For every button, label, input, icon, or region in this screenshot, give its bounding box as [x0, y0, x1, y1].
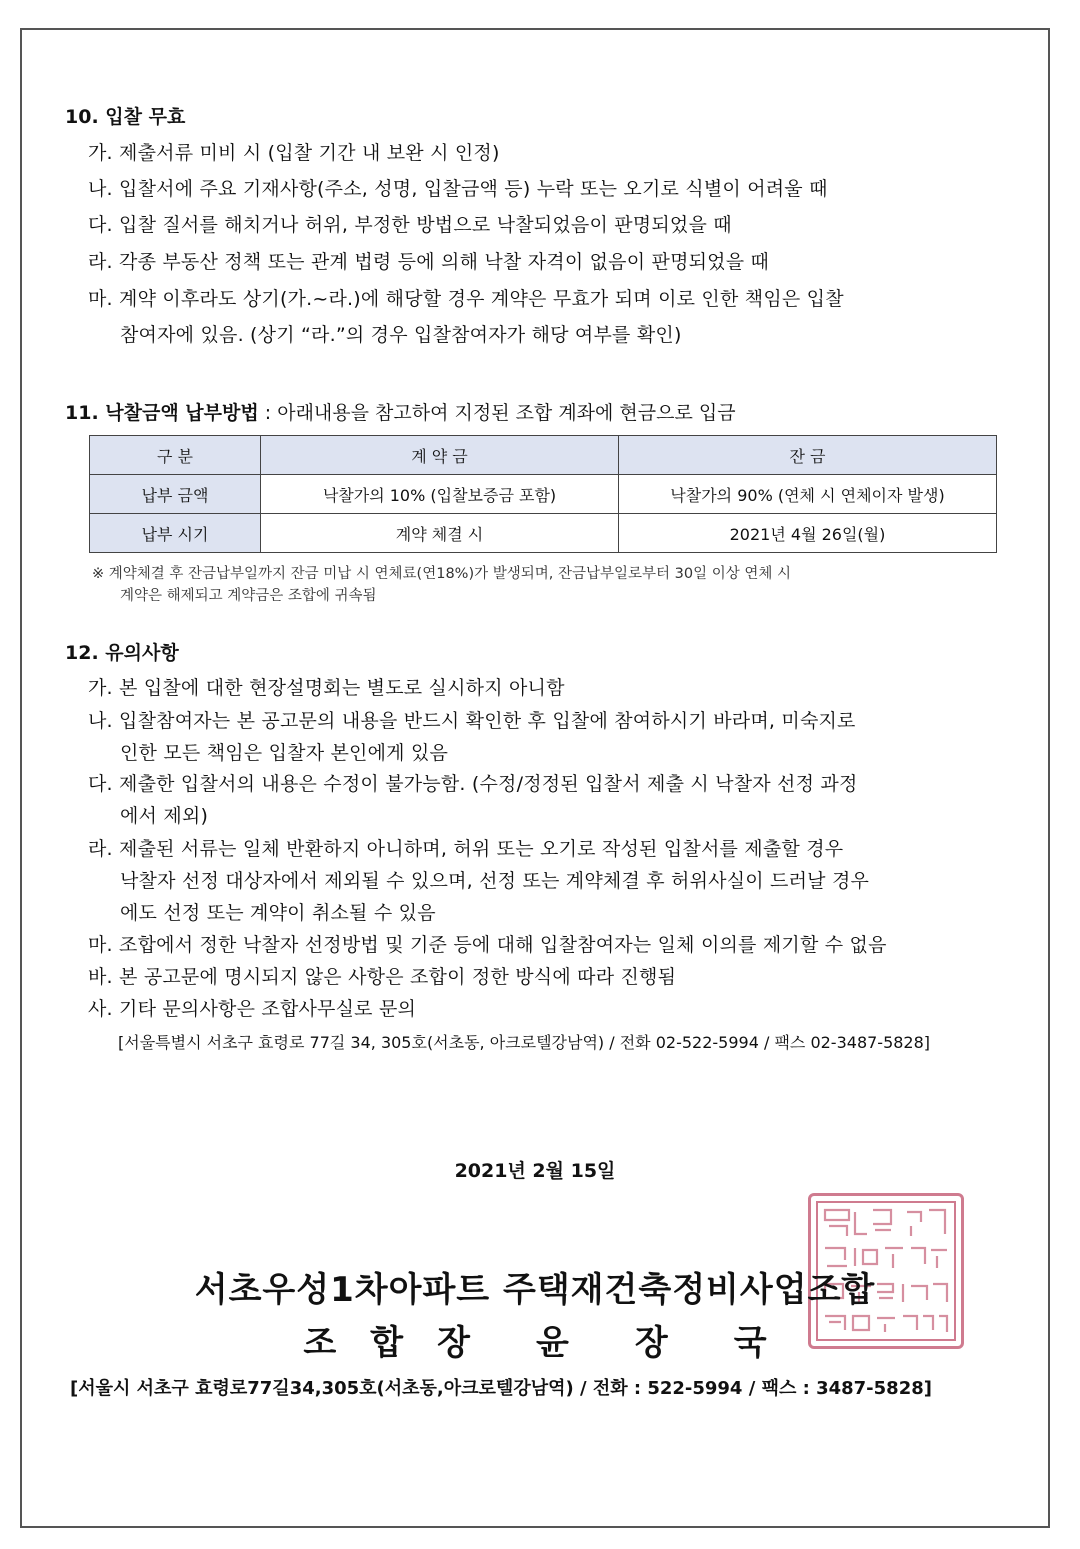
table-cell: 납부 시기 — [90, 514, 261, 553]
section-12-item-na-cont: 인한 모든 책임은 입찰자 본인에게 있음 — [120, 742, 449, 764]
payment-table-header: 잔 금 — [619, 436, 997, 475]
section-12-title: 12. 유의사항 — [65, 642, 179, 664]
table-cell: 낙찰가의 90% (연체 시 연체이자 발생) — [619, 475, 997, 514]
section-12-item-ra-cont: 낙찰자 선정 대상자에서 제외될 수 있으며, 선정 또는 계약체결 후 허위사실이 드러날 경우 — [120, 870, 870, 892]
section-11-heading: 11. 낙찰금액 납부방법 — [65, 402, 259, 424]
section-12-item-sa: 사. 기타 문의사항은 조합사무실로 문의 — [88, 998, 417, 1020]
table-row — [90, 514, 997, 553]
section-12-item-ma: 마. 조합에서 정한 낙찰자 선정방법 및 기준 등에 대해 입찰참여자는 일체 이의를 제기할 수 없음 — [88, 934, 887, 956]
footer-contact: [서울시 서초구 효령로77길34,305호(서초동,아크로텔강남역) / 전화 : 522-5994 / 팩스 : 3487-5828] — [70, 1378, 932, 1399]
section-12-item-ra: 라. 제출된 서류는 일체 반환하지 아니하며, 허위 또는 오기로 작성된 입찰서를 제출할 경우 — [88, 838, 844, 860]
table-row — [90, 475, 997, 514]
section-12-item-ga: 가. 본 입찰에 대한 현장설명회는 별도로 실시하지 아니함 — [88, 677, 565, 699]
section-10-item-ma: 마. 계약 이후라도 상기(가.~라.)에 해당할 경우 계약은 무효가 되며 이로 인한 책임은 입찰 — [88, 288, 844, 310]
chief-char: 조 — [303, 1323, 337, 1363]
chief-char: 국 — [733, 1323, 767, 1363]
chief-char: 윤 — [536, 1323, 569, 1363]
section-11-title — [65, 398, 736, 425]
notice-date: 2021년 2월 15일 — [454, 1160, 616, 1182]
section-11-description: : 아래내용을 참고하여 지정된 조합 계좌에 현금으로 입금 — [258, 402, 736, 424]
association-name: 서초우성1차아파트 주택재건축정비사업조합 — [194, 1270, 876, 1310]
payment-table-header-row — [90, 436, 997, 475]
chief-char: 장 — [437, 1323, 470, 1363]
contact-address: [서울특별시 서초구 효령로 77길 34, 305호(서초동, 아크로텔강남역) / 전화 02-522-5994 / 팩스 02-3487-5828] — [118, 1033, 931, 1052]
section-12-item-da-cont: 에서 제외) — [120, 805, 209, 827]
payment-note-line-2: 계약은 해제되고 계약금은 조합에 귀속됨 — [120, 588, 377, 604]
payment-table-header: 구 분 — [90, 436, 261, 475]
table-cell: 낙찰가의 10% (입찰보증금 포함) — [261, 475, 619, 514]
section-12-item-da: 다. 제출한 입찰서의 내용은 수정이 불가능함. (수정/정정된 입찰서 제출 시 낙찰자 선정 과정 — [88, 773, 858, 795]
section-10-item-da: 다. 입찰 질서를 해치거나 허위, 부정한 방법으로 낙찰되었음이 판명되었을 때 — [88, 214, 732, 236]
section-10-item-na: 나. 입찰서에 주요 기재사항(주소, 성명, 입찰금액 등) 누락 또는 오기로 식별이 어려울 때 — [88, 178, 828, 200]
chief-char: 장 — [634, 1323, 668, 1363]
section-10-item-ga: 가. 제출서류 미비 시 (입찰 기간 내 보완 시 인정) — [88, 142, 500, 164]
section-10-item-ra: 라. 각종 부동산 정책 또는 관계 법령 등에 의해 낙찰 자격이 없음이 판명되었을 때 — [88, 251, 770, 273]
section-12-item-na: 나. 입찰참여자는 본 공고문의 내용을 반드시 확인한 후 입찰에 참여하시기 바라며, 미숙지로 — [88, 710, 856, 732]
section-10-title: 10. 입찰 무효 — [65, 106, 186, 128]
section-12-item-ra-cont-2: 에도 선정 또는 계약이 취소될 수 있음 — [120, 902, 436, 924]
table-cell: 2021년 4월 26일(월) — [619, 514, 997, 553]
table-cell: 납부 금액 — [90, 475, 261, 514]
section-10-item-ma-cont: 참여자에 있음. (상기 “라.”의 경우 입찰참여자가 해당 여부를 확인) — [120, 324, 682, 346]
payment-note-line-1: ※ 계약체결 후 잔금납부일까지 잔금 미납 시 연체료(연18%)가 발생되며, 잔금납부일로부터 30일 이상 연체 시 — [92, 566, 791, 582]
chief-title — [0, 1315, 1070, 1364]
table-cell: 계약 체결 시 — [261, 514, 619, 553]
chief-char: 합 — [370, 1323, 404, 1363]
section-12-item-ba: 바. 본 공고문에 명시되지 않은 사항은 조합이 정한 방식에 따라 진행됨 — [88, 966, 677, 988]
payment-table — [89, 435, 997, 553]
payment-table-header: 계 약 금 — [261, 436, 619, 475]
